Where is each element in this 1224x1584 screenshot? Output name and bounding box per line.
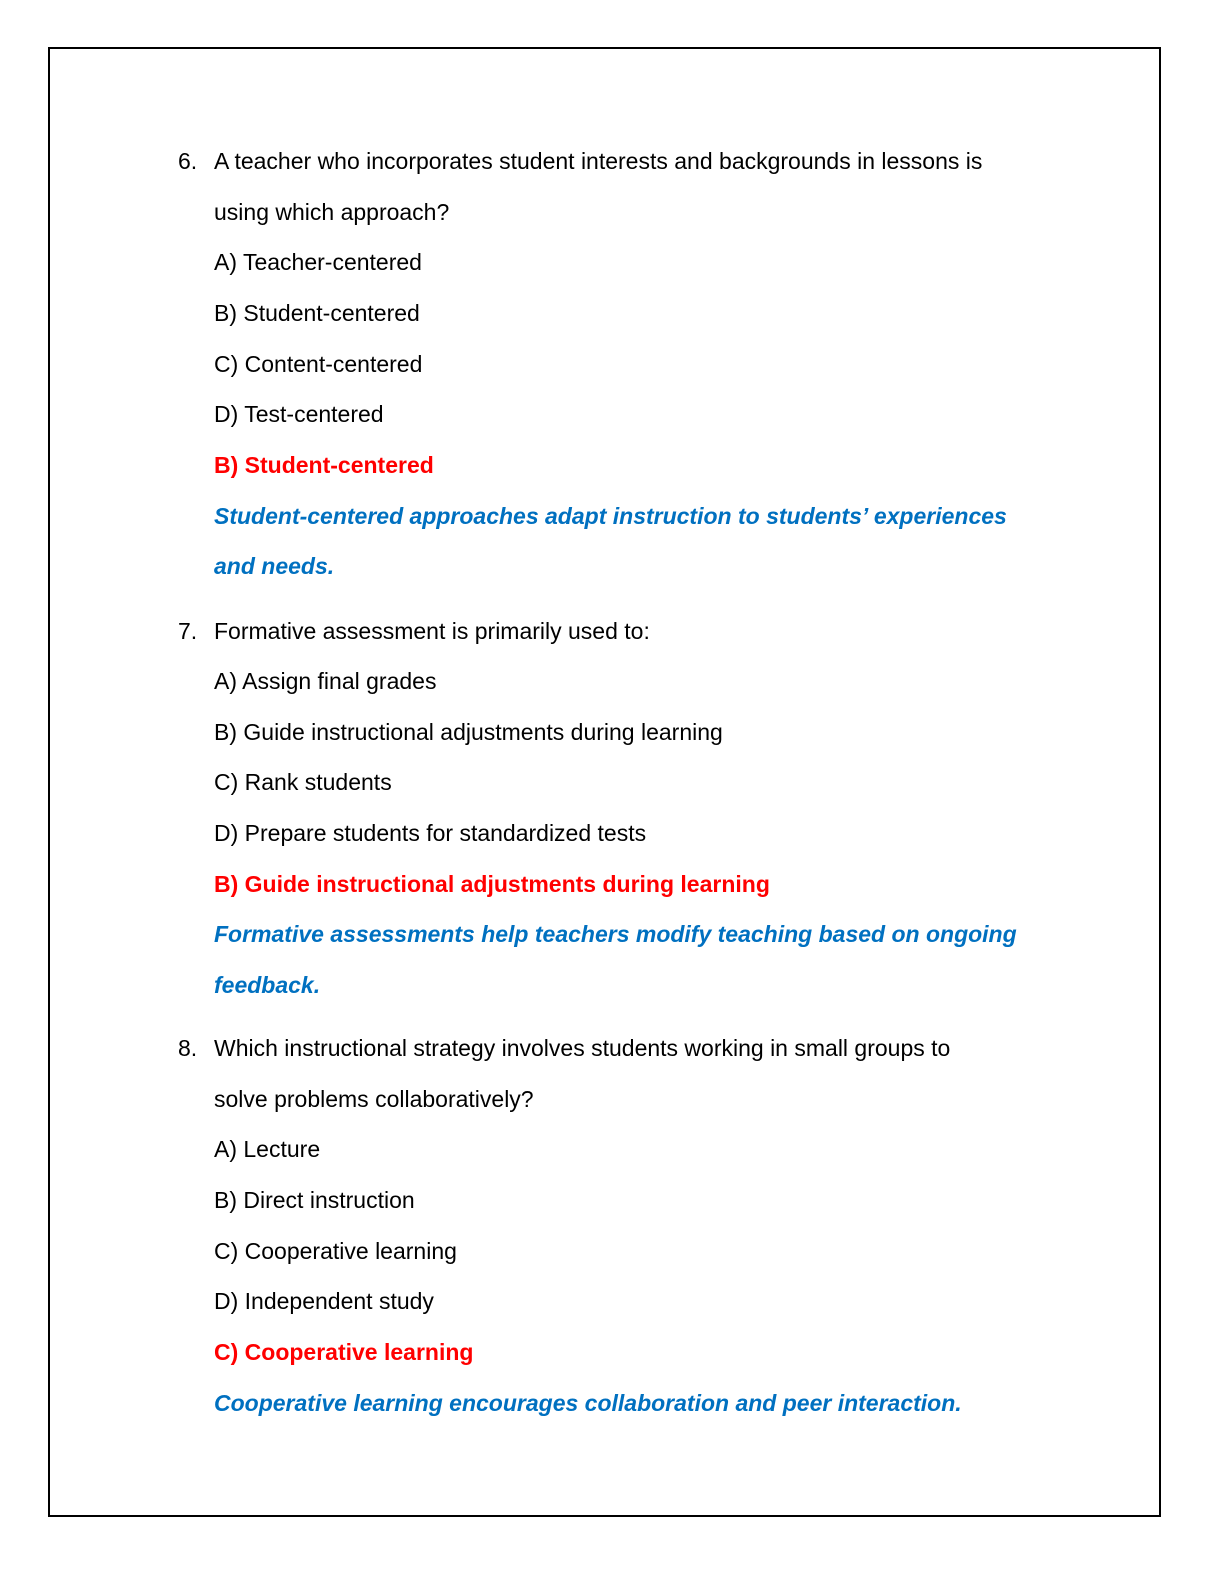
question-prompt: Formative assessment is primarily used to:: [214, 618, 650, 644]
option-a: A) Teacher-centered: [214, 249, 422, 275]
option-b: B) Direct instruction: [214, 1187, 415, 1213]
option-d: D) Test-centered: [214, 401, 384, 427]
correct-answer: B) Student-centered: [214, 452, 434, 478]
option-d: D) Independent study: [214, 1288, 434, 1314]
question-number: 8.: [178, 1035, 198, 1061]
question-number: 6.: [178, 148, 198, 174]
correct-answer: C) Cooperative learning: [214, 1339, 474, 1365]
question-prompt: Which instructional strategy involves students working in small groups to: [214, 1035, 951, 1061]
explanation: Student-centered approaches adapt instruction to students’ experiences: [214, 503, 1007, 529]
explanation: Cooperative learning encourages collaboration and peer interaction.: [214, 1390, 962, 1416]
question-prompt: A teacher who incorporates student interests and backgrounds in lessons is: [214, 148, 983, 174]
option-a: A) Lecture: [214, 1136, 321, 1162]
explanation: and needs.: [214, 553, 335, 579]
question-prompt: solve problems collaboratively?: [214, 1086, 534, 1112]
option-c: C) Content-centered: [214, 351, 423, 377]
explanation: Formative assessments help teachers modify teaching based on ongoing: [214, 921, 1017, 947]
option-a: A) Assign final grades: [214, 668, 437, 694]
option-c: C) Rank students: [214, 769, 392, 795]
question-prompt: using which approach?: [214, 199, 450, 225]
explanation: feedback.: [214, 972, 321, 998]
correct-answer: B) Guide instructional adjustments during learning: [214, 871, 770, 897]
option-c: C) Cooperative learning: [214, 1238, 457, 1264]
option-b: B) Student-centered: [214, 300, 420, 326]
question-number: 7.: [178, 618, 198, 644]
option-d: D) Prepare students for standardized tests: [214, 820, 647, 846]
option-b: B) Guide instructional adjustments during learning: [214, 719, 723, 745]
